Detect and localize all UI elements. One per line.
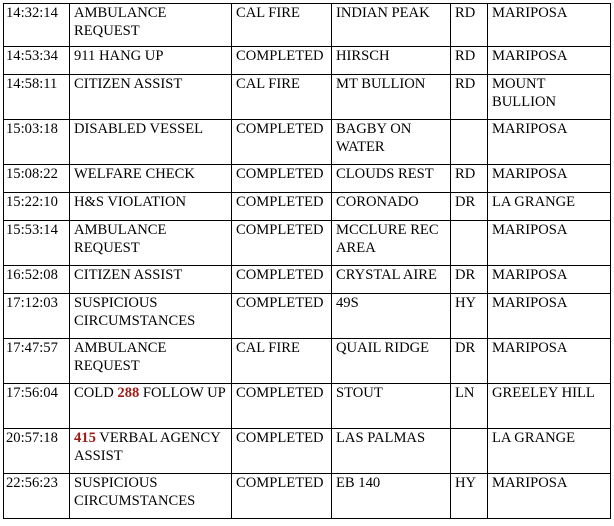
time-cell: 15:22:10 bbox=[4, 193, 70, 221]
table-row bbox=[4, 266, 611, 294]
time-cell: 16:52:08 bbox=[4, 266, 70, 294]
suffix-cell: DR bbox=[451, 266, 488, 294]
call-type-cell: DISABLED VESSEL bbox=[70, 120, 232, 165]
time-cell: 17:12:03 bbox=[4, 294, 70, 339]
table-row bbox=[4, 4, 611, 47]
table-row bbox=[4, 193, 611, 221]
call-log-table bbox=[3, 3, 611, 519]
call-type-cell: H&S VIOLATION bbox=[70, 193, 232, 221]
disposition-cell: CAL FIRE bbox=[232, 75, 332, 120]
call-type-cell bbox=[70, 384, 232, 429]
street-cell: EB 140 bbox=[332, 474, 451, 519]
city-cell: MARIPOSA bbox=[488, 221, 611, 266]
table-row bbox=[4, 120, 611, 165]
time-cell: 14:53:34 bbox=[4, 47, 70, 75]
suffix-cell bbox=[451, 429, 488, 474]
disposition-cell: COMPLETED bbox=[232, 474, 332, 519]
call-type-cell: CITIZEN ASSIST bbox=[70, 75, 232, 120]
table-row bbox=[4, 429, 611, 474]
street-cell: 49S bbox=[332, 294, 451, 339]
table-row bbox=[4, 339, 611, 384]
disposition-cell: COMPLETED bbox=[232, 165, 332, 193]
time-cell: 15:53:14 bbox=[4, 221, 70, 266]
disposition-cell: COMPLETED bbox=[232, 266, 332, 294]
time-cell: 20:57:18 bbox=[4, 429, 70, 474]
penal-code: 415 bbox=[74, 430, 96, 446]
disposition-cell: COMPLETED bbox=[232, 384, 332, 429]
disposition-cell: CAL FIRE bbox=[232, 4, 332, 47]
call-type-cell: AMBULANCE REQUEST bbox=[70, 339, 232, 384]
table-row bbox=[4, 165, 611, 193]
table-row bbox=[4, 294, 611, 339]
time-cell: 22:56:23 bbox=[4, 474, 70, 519]
city-cell: MARIPOSA bbox=[488, 47, 611, 75]
time-cell: 15:03:18 bbox=[4, 120, 70, 165]
city-cell: MARIPOSA bbox=[488, 294, 611, 339]
time-cell: 14:58:11 bbox=[4, 75, 70, 120]
suffix-cell: DR bbox=[451, 193, 488, 221]
city-cell: MOUNT BULLION bbox=[488, 75, 611, 120]
time-cell: 15:08:22 bbox=[4, 165, 70, 193]
disposition-cell: COMPLETED bbox=[232, 120, 332, 165]
table-row bbox=[4, 75, 611, 120]
suffix-cell: RD bbox=[451, 75, 488, 120]
disposition-cell: COMPLETED bbox=[232, 429, 332, 474]
street-cell: CORONADO bbox=[332, 193, 451, 221]
city-cell: MARIPOSA bbox=[488, 165, 611, 193]
call-type-cell bbox=[70, 429, 232, 474]
table-row bbox=[4, 47, 611, 75]
suffix-cell: DR bbox=[451, 339, 488, 384]
street-cell: MT BULLION bbox=[332, 75, 451, 120]
table-row bbox=[4, 474, 611, 519]
suffix-cell: RD bbox=[451, 47, 488, 75]
call-type-cell: WELFARE CHECK bbox=[70, 165, 232, 193]
city-cell: LA GRANGE bbox=[488, 193, 611, 221]
street-cell: MCCLURE REC AREA bbox=[332, 221, 451, 266]
call-type-cell: SUSPICIOUS CIRCUMSTANCES bbox=[70, 474, 232, 519]
street-cell: QUAIL RIDGE bbox=[332, 339, 451, 384]
table-row bbox=[4, 384, 611, 429]
suffix-cell bbox=[451, 120, 488, 165]
call-type-cell: CITIZEN ASSIST bbox=[70, 266, 232, 294]
suffix-cell bbox=[451, 221, 488, 266]
call-type-cell: AMBULANCE REQUEST bbox=[70, 221, 232, 266]
city-cell: MARIPOSA bbox=[488, 266, 611, 294]
disposition-cell: COMPLETED bbox=[232, 47, 332, 75]
suffix-cell: RD bbox=[451, 165, 488, 193]
suffix-cell: HY bbox=[451, 474, 488, 519]
disposition-cell: COMPLETED bbox=[232, 294, 332, 339]
disposition-cell: CAL FIRE bbox=[232, 339, 332, 384]
suffix-cell: HY bbox=[451, 294, 488, 339]
suffix-cell: RD bbox=[451, 4, 488, 47]
street-cell: HIRSCH bbox=[332, 47, 451, 75]
city-cell: MARIPOSA bbox=[488, 474, 611, 519]
street-cell: INDIAN PEAK bbox=[332, 4, 451, 47]
disposition-cell: COMPLETED bbox=[232, 193, 332, 221]
street-cell: STOUT bbox=[332, 384, 451, 429]
call-type-cell: SUSPICIOUS CIRCUMSTANCES bbox=[70, 294, 232, 339]
street-cell: BAGBY ON WATER bbox=[332, 120, 451, 165]
city-cell: MARIPOSA bbox=[488, 120, 611, 165]
street-cell: LAS PALMAS bbox=[332, 429, 451, 474]
call-type-cell: 911 HANG UP bbox=[70, 47, 232, 75]
call-type-cell: AMBULANCE REQUEST bbox=[70, 4, 232, 47]
penal-code: 288 bbox=[117, 385, 140, 401]
time-cell: 17:47:57 bbox=[4, 339, 70, 384]
call-type-text: VERBAL AGENCY ASSIST bbox=[74, 430, 221, 464]
table-row bbox=[4, 221, 611, 266]
city-cell: MARIPOSA bbox=[488, 339, 611, 384]
time-cell: 17:56:04 bbox=[4, 384, 70, 429]
city-cell: MARIPOSA bbox=[488, 4, 611, 47]
time-cell: 14:32:14 bbox=[4, 4, 70, 47]
call-type-text: COLD bbox=[74, 385, 118, 401]
city-cell: LA GRANGE bbox=[488, 429, 611, 474]
street-cell: CLOUDS REST bbox=[332, 165, 451, 193]
city-cell: GREELEY HILL bbox=[488, 384, 611, 429]
call-type-text: FOLLOW UP bbox=[139, 385, 226, 401]
suffix-cell: LN bbox=[451, 384, 488, 429]
disposition-cell: COMPLETED bbox=[232, 221, 332, 266]
street-cell: CRYSTAL AIRE bbox=[332, 266, 451, 294]
